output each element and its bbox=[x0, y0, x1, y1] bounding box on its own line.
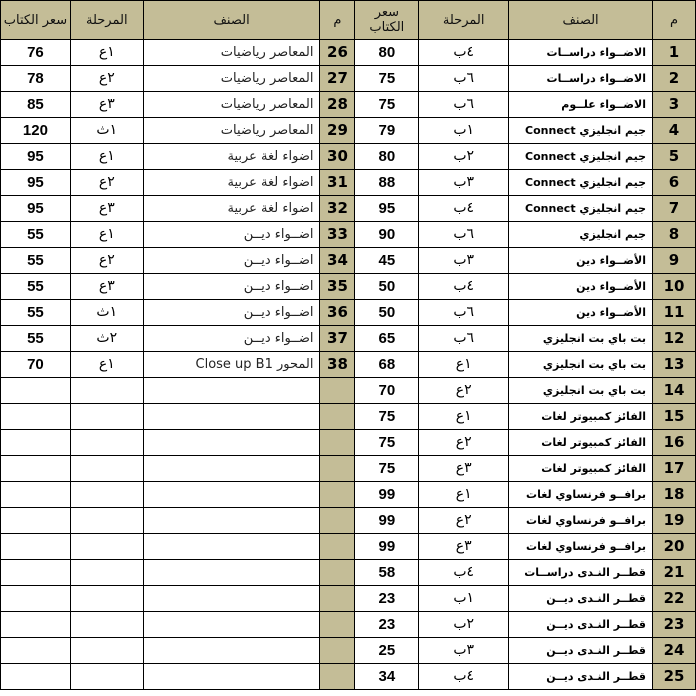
left-num-cell: 27 bbox=[320, 66, 355, 92]
right-stage-cell: ٤ب bbox=[419, 664, 509, 690]
right-price-cell: 99 bbox=[355, 534, 419, 560]
table-row bbox=[1, 638, 696, 664]
left-empty-num-cell bbox=[320, 456, 355, 482]
right-title-cell: قطــر النـدى ديــن bbox=[509, 664, 653, 690]
right-num-cell: 15 bbox=[653, 404, 696, 430]
left-empty-cell bbox=[70, 612, 143, 638]
right-title-cell: جيم انجليزي Connect bbox=[509, 118, 653, 144]
right-price-cell: 68 bbox=[355, 352, 419, 378]
left-empty-cell bbox=[1, 586, 71, 612]
right-title-cell: الأضــواء دين bbox=[509, 274, 653, 300]
left-empty-cell bbox=[1, 378, 71, 404]
left-empty-num-cell bbox=[320, 664, 355, 690]
left-price-cell: 120 bbox=[1, 118, 71, 144]
right-title-cell: الاضــواء دراســات bbox=[509, 40, 653, 66]
left-empty-cell bbox=[1, 560, 71, 586]
right-num-cell: 7 bbox=[653, 196, 696, 222]
left-num-cell: 38 bbox=[320, 352, 355, 378]
table-row bbox=[1, 222, 696, 248]
left-empty-cell bbox=[143, 404, 320, 430]
right-num-cell: 3 bbox=[653, 92, 696, 118]
left-empty-num-cell bbox=[320, 638, 355, 664]
right-num-cell: 8 bbox=[653, 222, 696, 248]
left-price-cell: 55 bbox=[1, 300, 71, 326]
left-title-cell: اضــواء ديــن bbox=[143, 248, 320, 274]
table-row bbox=[1, 66, 696, 92]
right-stage-cell: ١ع bbox=[419, 404, 509, 430]
left-empty-cell bbox=[143, 664, 320, 690]
left-empty-cell bbox=[143, 586, 320, 612]
left-price-cell: 70 bbox=[1, 352, 71, 378]
right-num-cell: 16 bbox=[653, 430, 696, 456]
right-price-cell: 75 bbox=[355, 430, 419, 456]
right-num-cell: 21 bbox=[653, 560, 696, 586]
left-title-cell: اضــواء ديــن bbox=[143, 326, 320, 352]
left-empty-cell bbox=[143, 482, 320, 508]
right-price-cell: 75 bbox=[355, 66, 419, 92]
left-empty-cell bbox=[70, 378, 143, 404]
left-empty-cell bbox=[1, 404, 71, 430]
table-row bbox=[1, 508, 696, 534]
table-row bbox=[1, 144, 696, 170]
left-empty-num-cell bbox=[320, 378, 355, 404]
right-title-cell: قطــر النـدى ديــن bbox=[509, 612, 653, 638]
right-title-cell: برافــو فرنساوي لغات bbox=[509, 482, 653, 508]
left-empty-cell bbox=[143, 508, 320, 534]
left-stage-cell: ١ع bbox=[70, 40, 143, 66]
left-empty-num-cell bbox=[320, 560, 355, 586]
left-stage-cell: ١ث bbox=[70, 118, 143, 144]
right-price-cell: 23 bbox=[355, 612, 419, 638]
right-title-cell: قطــر النـدى دراســات bbox=[509, 560, 653, 586]
left-stage-cell: ٣ع bbox=[70, 274, 143, 300]
left-empty-cell bbox=[143, 378, 320, 404]
table-row bbox=[1, 404, 696, 430]
left-stage-cell: ١ث bbox=[70, 300, 143, 326]
right-num-cell: 1 bbox=[653, 40, 696, 66]
right-num-cell: 12 bbox=[653, 326, 696, 352]
right-stage-cell: ٤ب bbox=[419, 40, 509, 66]
right-stage-cell: ٦ب bbox=[419, 222, 509, 248]
right-title-cell: بت باي بت انجليزي bbox=[509, 352, 653, 378]
right-stage-cell: ١ع bbox=[419, 352, 509, 378]
left-price-cell: 78 bbox=[1, 66, 71, 92]
left-empty-cell bbox=[70, 638, 143, 664]
header-title-left: الصنف bbox=[143, 1, 320, 40]
right-num-cell: 17 bbox=[653, 456, 696, 482]
left-num-cell: 36 bbox=[320, 300, 355, 326]
left-num-cell: 37 bbox=[320, 326, 355, 352]
right-stage-cell: ٦ب bbox=[419, 326, 509, 352]
right-stage-cell: ٦ب bbox=[419, 300, 509, 326]
right-stage-cell: ٣ع bbox=[419, 534, 509, 560]
right-num-cell: 23 bbox=[653, 612, 696, 638]
right-num-cell: 5 bbox=[653, 144, 696, 170]
right-stage-cell: ٢ب bbox=[419, 144, 509, 170]
left-empty-cell bbox=[1, 508, 71, 534]
left-price-cell: 95 bbox=[1, 196, 71, 222]
left-empty-cell bbox=[70, 404, 143, 430]
left-empty-num-cell bbox=[320, 534, 355, 560]
right-stage-cell: ٣ب bbox=[419, 638, 509, 664]
left-stage-cell: ١ع bbox=[70, 222, 143, 248]
right-title-cell: الاضــواء علــوم bbox=[509, 92, 653, 118]
right-title-cell: جيم انجليزي Connect bbox=[509, 196, 653, 222]
left-empty-num-cell bbox=[320, 586, 355, 612]
right-stage-cell: ١ب bbox=[419, 586, 509, 612]
header-title-right: الصنف bbox=[509, 1, 653, 40]
left-num-cell: 34 bbox=[320, 248, 355, 274]
left-empty-cell bbox=[143, 612, 320, 638]
right-price-cell: 23 bbox=[355, 586, 419, 612]
left-price-cell: 95 bbox=[1, 170, 71, 196]
table-row bbox=[1, 170, 696, 196]
right-stage-cell: ٢ع bbox=[419, 508, 509, 534]
right-price-cell: 99 bbox=[355, 482, 419, 508]
left-empty-cell bbox=[1, 456, 71, 482]
header-stage-right: المرحلة bbox=[419, 1, 509, 40]
left-title-cell: المعاصر رياضيات bbox=[143, 118, 320, 144]
table-row bbox=[1, 664, 696, 690]
right-num-cell: 4 bbox=[653, 118, 696, 144]
left-empty-cell bbox=[143, 560, 320, 586]
table-row bbox=[1, 300, 696, 326]
table-row bbox=[1, 482, 696, 508]
left-empty-cell bbox=[1, 482, 71, 508]
right-title-cell: قطــر النـدى ديــن bbox=[509, 638, 653, 664]
table-row bbox=[1, 326, 696, 352]
table-row bbox=[1, 118, 696, 144]
right-price-cell: 80 bbox=[355, 144, 419, 170]
right-num-cell: 18 bbox=[653, 482, 696, 508]
left-empty-num-cell bbox=[320, 508, 355, 534]
right-stage-cell: ١ب bbox=[419, 118, 509, 144]
left-num-cell: 30 bbox=[320, 144, 355, 170]
right-price-cell: 95 bbox=[355, 196, 419, 222]
right-price-cell: 90 bbox=[355, 222, 419, 248]
header-price-left: سعر الكتاب bbox=[1, 1, 71, 40]
table-row bbox=[1, 430, 696, 456]
right-stage-cell: ١ع bbox=[419, 482, 509, 508]
left-empty-cell bbox=[70, 534, 143, 560]
left-empty-cell bbox=[1, 638, 71, 664]
right-price-cell: 25 bbox=[355, 638, 419, 664]
right-stage-cell: ٦ب bbox=[419, 92, 509, 118]
left-title-cell: اضواء لغة عربية bbox=[143, 196, 320, 222]
left-empty-num-cell bbox=[320, 404, 355, 430]
table-row bbox=[1, 534, 696, 560]
left-title-cell: اضواء لغة عربية bbox=[143, 170, 320, 196]
left-num-cell: 29 bbox=[320, 118, 355, 144]
right-stage-cell: ٢ع bbox=[419, 430, 509, 456]
left-empty-cell bbox=[143, 456, 320, 482]
header-row bbox=[1, 1, 696, 40]
right-num-cell: 9 bbox=[653, 248, 696, 274]
table-row bbox=[1, 40, 696, 66]
left-stage-cell: ٢ع bbox=[70, 248, 143, 274]
left-title-cell: اضــواء ديــن bbox=[143, 222, 320, 248]
right-title-cell: الأضــواء دين bbox=[509, 248, 653, 274]
right-price-cell: 99 bbox=[355, 508, 419, 534]
table-row bbox=[1, 274, 696, 300]
left-num-cell: 28 bbox=[320, 92, 355, 118]
left-num-cell: 26 bbox=[320, 40, 355, 66]
right-title-cell: الاضــواء دراســات bbox=[509, 66, 653, 92]
right-num-cell: 20 bbox=[653, 534, 696, 560]
left-empty-cell bbox=[70, 430, 143, 456]
right-price-cell: 75 bbox=[355, 404, 419, 430]
right-num-cell: 25 bbox=[653, 664, 696, 690]
header-stage-left: المرحلة bbox=[70, 1, 143, 40]
left-empty-num-cell bbox=[320, 482, 355, 508]
left-empty-cell bbox=[143, 430, 320, 456]
right-stage-cell: ٦ب bbox=[419, 66, 509, 92]
table-row bbox=[1, 248, 696, 274]
right-num-cell: 14 bbox=[653, 378, 696, 404]
right-num-cell: 19 bbox=[653, 508, 696, 534]
right-price-cell: 65 bbox=[355, 326, 419, 352]
right-stage-cell: ٢ب bbox=[419, 612, 509, 638]
right-num-cell: 22 bbox=[653, 586, 696, 612]
table-row bbox=[1, 586, 696, 612]
left-stage-cell: ١ع bbox=[70, 144, 143, 170]
right-price-cell: 70 bbox=[355, 378, 419, 404]
right-title-cell: جيم انجليزي bbox=[509, 222, 653, 248]
right-title-cell: قطــر النـدى ديــن bbox=[509, 586, 653, 612]
table-row bbox=[1, 560, 696, 586]
right-price-cell: 58 bbox=[355, 560, 419, 586]
left-price-cell: 95 bbox=[1, 144, 71, 170]
left-num-cell: 31 bbox=[320, 170, 355, 196]
left-empty-cell bbox=[143, 638, 320, 664]
right-title-cell: جيم انجليزي Connect bbox=[509, 144, 653, 170]
right-num-cell: 13 bbox=[653, 352, 696, 378]
left-empty-cell bbox=[70, 456, 143, 482]
table-row bbox=[1, 612, 696, 638]
left-empty-cell bbox=[1, 430, 71, 456]
table-row bbox=[1, 352, 696, 378]
right-price-cell: 75 bbox=[355, 456, 419, 482]
right-num-cell: 10 bbox=[653, 274, 696, 300]
left-title-cell: اضواء لغة عربية bbox=[143, 144, 320, 170]
table-row bbox=[1, 378, 696, 404]
right-title-cell: برافــو فرنساوي لغات bbox=[509, 508, 653, 534]
left-price-cell: 55 bbox=[1, 274, 71, 300]
left-title-cell: المعاصر رياضيات bbox=[143, 40, 320, 66]
right-stage-cell: ٤ب bbox=[419, 196, 509, 222]
left-empty-num-cell bbox=[320, 612, 355, 638]
left-stage-cell: ٢ع bbox=[70, 66, 143, 92]
header-num-left: م bbox=[320, 1, 355, 40]
left-empty-cell bbox=[70, 508, 143, 534]
left-price-cell: 76 bbox=[1, 40, 71, 66]
left-price-cell: 55 bbox=[1, 248, 71, 274]
right-title-cell: برافــو فرنساوي لغات bbox=[509, 534, 653, 560]
left-stage-cell: ٢ع bbox=[70, 170, 143, 196]
right-title-cell: الأضــواء دين bbox=[509, 300, 653, 326]
right-price-cell: 75 bbox=[355, 92, 419, 118]
left-price-cell: 55 bbox=[1, 222, 71, 248]
left-empty-cell bbox=[1, 534, 71, 560]
table-row bbox=[1, 456, 696, 482]
right-title-cell: الفائز كمبيوتر لغات bbox=[509, 430, 653, 456]
right-price-cell: 80 bbox=[355, 40, 419, 66]
right-num-cell: 2 bbox=[653, 66, 696, 92]
table-row bbox=[1, 92, 696, 118]
right-num-cell: 6 bbox=[653, 170, 696, 196]
left-empty-cell bbox=[143, 534, 320, 560]
left-stage-cell: ٣ع bbox=[70, 92, 143, 118]
left-empty-cell bbox=[1, 612, 71, 638]
right-stage-cell: ٤ب bbox=[419, 274, 509, 300]
left-price-cell: 85 bbox=[1, 92, 71, 118]
left-stage-cell: ٣ع bbox=[70, 196, 143, 222]
right-num-cell: 24 bbox=[653, 638, 696, 664]
left-title-cell: المحور Close up B1 bbox=[143, 352, 320, 378]
right-stage-cell: ٢ع bbox=[419, 378, 509, 404]
right-price-cell: 88 bbox=[355, 170, 419, 196]
header-price-right: سعر الكتاب bbox=[355, 1, 419, 40]
left-empty-cell bbox=[70, 482, 143, 508]
left-empty-num-cell bbox=[320, 430, 355, 456]
header-num-right: م bbox=[653, 1, 696, 40]
left-price-cell: 55 bbox=[1, 326, 71, 352]
right-title-cell: بت باي بت انجليزي bbox=[509, 326, 653, 352]
left-title-cell: اضــواء ديــن bbox=[143, 300, 320, 326]
right-price-cell: 50 bbox=[355, 274, 419, 300]
left-title-cell: اضــواء ديــن bbox=[143, 274, 320, 300]
right-price-cell: 50 bbox=[355, 300, 419, 326]
left-empty-cell bbox=[70, 664, 143, 690]
left-num-cell: 33 bbox=[320, 222, 355, 248]
left-empty-cell bbox=[70, 560, 143, 586]
right-title-cell: جيم انجليزي Connect bbox=[509, 170, 653, 196]
table-row bbox=[1, 196, 696, 222]
right-title-cell: الفائز كمبيوتر لغات bbox=[509, 404, 653, 430]
left-stage-cell: ٢ث bbox=[70, 326, 143, 352]
right-stage-cell: ٣ب bbox=[419, 170, 509, 196]
left-num-cell: 32 bbox=[320, 196, 355, 222]
right-price-cell: 34 bbox=[355, 664, 419, 690]
right-stage-cell: ٣ب bbox=[419, 248, 509, 274]
right-stage-cell: ٤ب bbox=[419, 560, 509, 586]
right-title-cell: بت باي بت انجليزي bbox=[509, 378, 653, 404]
right-price-cell: 45 bbox=[355, 248, 419, 274]
left-stage-cell: ١ع bbox=[70, 352, 143, 378]
left-empty-cell bbox=[70, 586, 143, 612]
left-title-cell: المعاصر رياضيات bbox=[143, 92, 320, 118]
left-title-cell: المعاصر رياضيات bbox=[143, 66, 320, 92]
right-num-cell: 11 bbox=[653, 300, 696, 326]
left-empty-cell bbox=[1, 664, 71, 690]
right-price-cell: 79 bbox=[355, 118, 419, 144]
left-num-cell: 35 bbox=[320, 274, 355, 300]
right-title-cell: الفائز كمبيوتر لغات bbox=[509, 456, 653, 482]
right-stage-cell: ٣ع bbox=[419, 456, 509, 482]
